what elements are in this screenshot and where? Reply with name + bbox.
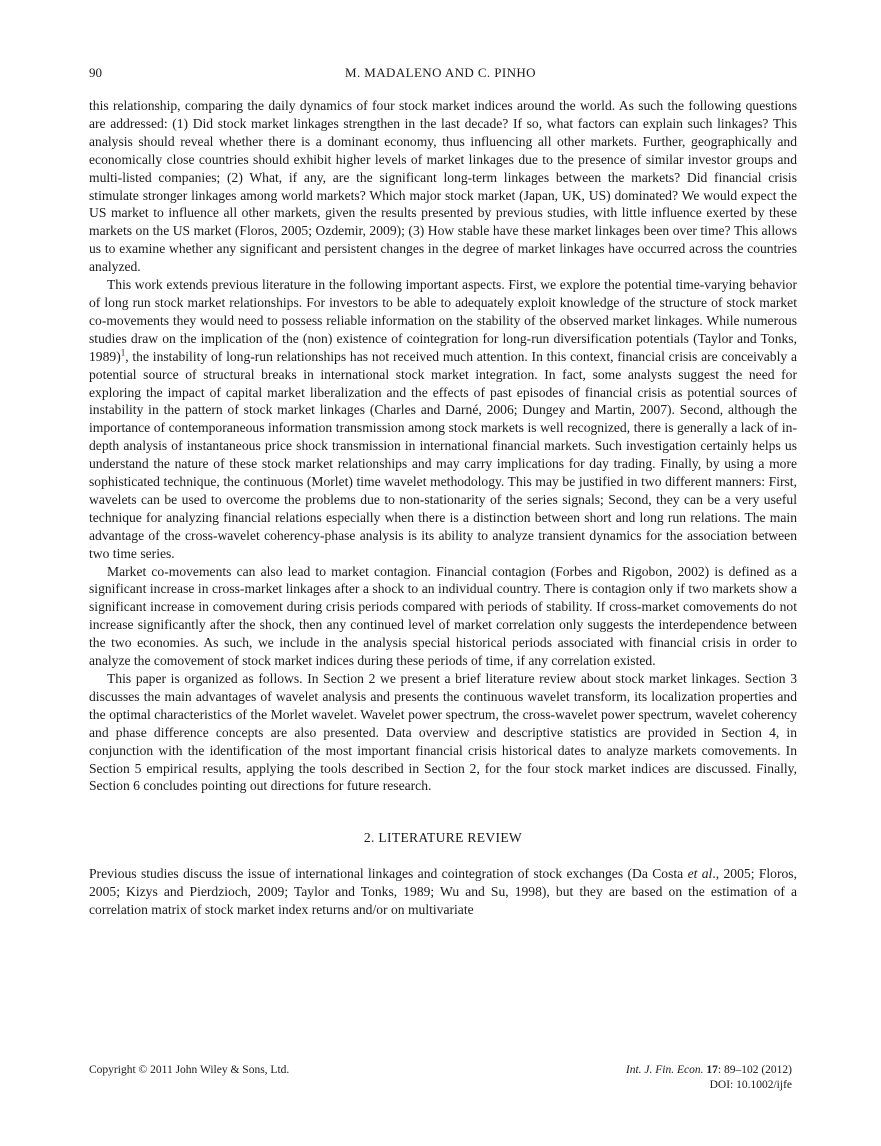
journal-pages: : 89–102 (2012)	[717, 1064, 792, 1076]
body-text	[89, 97, 797, 919]
copyright-notice: Copyright © 2011 John Wiley & Sons, Ltd.	[89, 1064, 290, 1076]
literature-part1: Previous studies discuss the issue of international linkages and cointegration of stock exchanges (Da Costa	[89, 866, 688, 882]
running-head-authors: M. MADALENO AND C. PINHO	[345, 65, 536, 80]
paragraph-contributions-part1: This work extends previous literature in the following important aspects. First, we explore the potential time-varying behavior of long run stock market relationships. For investors to be able to adequately exploit knowledge of the structure of stock market co-movements they would need to possess reliable information on the stability of the observed market linkages. While numerous studies draw on the implication of the (non) existence of cointegration for long-run diversification potentials (Taylor and Tonks, 1989)	[89, 277, 797, 364]
footnote-mark[interactable]: 1	[120, 347, 126, 358]
journal-name: Int. J. Fin. Econ.	[625, 1064, 704, 1076]
page-number: 90	[89, 65, 102, 80]
running-head	[89, 64, 792, 82]
paragraph-contributions-part2: , the instability of long-run relationships has not received much attention. In this context, financial crisis are conceivably a potential source of structural breaks in international stock market integration. In fact, some analysts suggest the need for exploring the impact of capital market liberalization and the effects of past episodes of financial crisis as potential sources of instability in the pattern of stock market linkages (Charles and Darné, 2006; Dungey and Martin, 2007). Second, although the importance of contemporaneous information transmission among stock markets is well recognized, there is generally a lack of in-depth analysis of instantaneous price shock transmission in international financial markets. Such investigation certainly helps us understand the nature of these stock market relationships and may carry implications for day trading. Finally, by using a more sophisticated technique, the continuous (Morlet) time wavelet methodology. This may be justified in two different manners: First, wavelets can be used to overcome the problems due to non-stationarity of the series signals; Second, they can be a very useful technique for analyzing financial relations especially when there is a distinction between short and long run relations. The main advantage of the cross-wavelet coherency-phase analysis is its ability to analyze transient dynamics for the association between two time series.	[89, 348, 797, 561]
section-heading-literature-review: 2. LITERATURE REVIEW	[363, 830, 523, 846]
journal-volume: 17	[706, 1064, 718, 1076]
paragraph-contagion: Market co-movements can also lead to market contagion. Financial contagion (Forbes and Rigobon, 2002) is defined as a significant increase in cross-market linkages after a shock to an individual country. There is contagion only if two markets show a significant increase in comovement during crisis periods compared with periods of stability. If cross-market comovements do not increase significantly after the shock, then any continued level of market correlation only suggests the interdependence between the two economies. As such, we include in the analysis special historical periods associated with financial crisis in order to analyze the comovement of stock market indices during these periods of time, if any correlation existed.	[89, 563, 797, 669]
paragraph-intro-questions: this relationship, comparing the daily dynamics of four stock market indices around the world. As such the following questions are addressed: (1) Did stock market linkages strengthen in the last decade? If so, what factors can explain such linkages? This analysis should reveal whether there is a dominant economy, thus influencing all other markets. Further, geographically and economically close countries should exhibit higher levels of market linkages due to the presence of similar investor groups and multi-listed companies; (2) What, if any, are the significant long-term linkages between the markets? Did financial crisis stimulate stronger linkages among world markets? Which major stock market (Japan, UK, US) dominated? We would expect the US market to influence all other markets, given the results presented by previous studies, with little influence exerted by these markets on the US market (Floros, 2005; Ozdemir, 2009); (3) How stable have these market linkages been over time? This allows us to examine whether any significant and persistent changes in the degree of market linkages have occurred across the countries analyzed.	[89, 98, 797, 275]
paragraph-literature-review	[89, 865, 797, 919]
doi-link[interactable]: DOI: 10.1002/ijfe	[709, 1079, 792, 1091]
paragraph-organization: This paper is organized as follows. In Section 2 we present a brief literature review about stock market linkages. Section 3 discusses the main advantages of wavelet analysis and presents the continuous wavelet transform, its localization properties and the optimal characteristics of the Morlet wavelet. Wavelet power spectrum, the cross-wavelet power spectrum, wavelet coherency and phase difference concepts are also presented. Data overview and descriptive statistics are provided in Section 4, in conjunction with the identification of the most important financial crisis historical dates to analyze markets comovements. In Section 5 empirical results, applying the tools described in Section 2, for the four stock market indices are discussed. Finally, Section 6 concludes pointing out directions for future research.	[89, 671, 797, 794]
literature-part2: ., 2005; Floros, 2005; Kizys and Pierdzioch, 2009; Taylor and Tonks, 1989; Wu and Su, 1998), but they are based on the estimation of a correlation matrix of stock market index returns and/or on multivariate	[89, 866, 797, 918]
paragraph-contributions	[89, 276, 797, 563]
journal-citation	[626, 1063, 792, 1078]
literature-et-al: et al	[687, 866, 713, 882]
